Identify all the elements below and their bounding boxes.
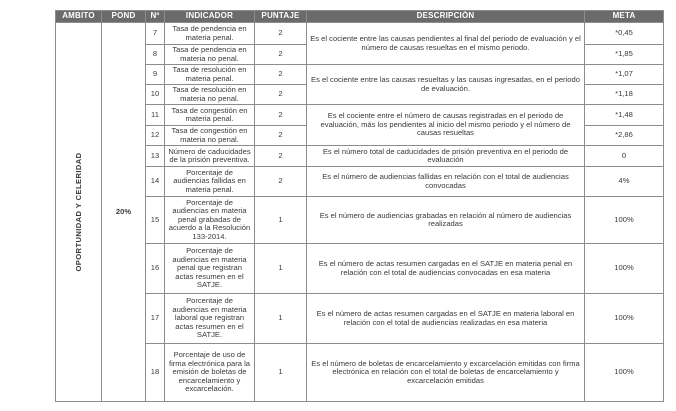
table-row [56,65,664,85]
row-number: 11 [146,105,165,126]
header-ambito: AMBITO [56,11,102,23]
header-row [56,11,664,23]
goal-cell: 100% [585,344,664,402]
score-cell: 2 [255,167,307,197]
score-cell: 1 [255,294,307,344]
pond-cell: 20% [102,23,146,402]
indicator-cell: Porcentaje de uso de firma electrónica para la emisión de boletas de encarcelamiento y excarcelación. [165,344,255,402]
table-row [56,244,664,294]
indicator-cell: Porcentaje de audiencias fallidas en materia penal. [165,167,255,197]
indicator-cell: Tasa de resolución en materia no penal. [165,85,255,105]
header-pond: POND [102,11,146,23]
indicator-cell: Tasa de pendencia en materia penal. [165,23,255,45]
goal-cell: *0,45 [585,23,664,45]
goal-cell: 100% [585,244,664,294]
score-cell: 2 [255,126,307,146]
indicator-cell: Porcentaje de audiencias en materia penal que registran actas resumen en el SATJE. [165,244,255,294]
score-cell: 2 [255,146,307,167]
score-cell: 2 [255,105,307,126]
indicator-cell: Tasa de pendencia en materia no penal. [165,45,255,65]
score-cell: 1 [255,244,307,294]
description-cell: Es el cociente entre el número de causas registradas en el periodo de evaluación, más los pendientes al inicio del mismo periodo y el número de causas resueltas [307,105,585,146]
goal-cell: 100% [585,294,664,344]
description-cell: Es el número de actas resumen cargadas en el SATJE en materia penal en relación con el total de audiencias convocadas en esa materia [307,244,585,294]
description-cell: Es el número total de caducidades de prisión preventiva en el periodo de evaluación [307,146,585,167]
indicators-table [55,10,664,402]
row-number: 9 [146,65,165,85]
table-row [56,344,664,402]
indicator-cell: Porcentaje de audiencias en materia laboral que registran actas resumen en el SATJE. [165,294,255,344]
row-number: 8 [146,45,165,65]
row-number: 16 [146,244,165,294]
table-row [56,197,664,244]
header-num: Nº [146,11,165,23]
goal-cell: *1,07 [585,65,664,85]
description-cell: Es el número de audiencias fallidas en relación con el total de audiencias convocadas [307,167,585,197]
goal-cell: 100% [585,197,664,244]
table-row [56,23,664,45]
header-descripcion: DESCRIPCIÓN [307,11,585,23]
indicator-cell: Tasa de congestión en materia no penal. [165,126,255,146]
goal-cell: *1,48 [585,105,664,126]
row-number: 14 [146,167,165,197]
header-meta: META [585,11,664,23]
goal-cell: *1,18 [585,85,664,105]
score-cell: 2 [255,85,307,105]
score-cell: 1 [255,344,307,402]
indicator-cell: Tasa de congestión en materia penal. [165,105,255,126]
table-row [56,105,664,126]
row-number: 18 [146,344,165,402]
description-cell: Es el número de actas resumen cargadas en el SATJE en materia laboral en relación con el total de audiencias realizadas en esa materia [307,294,585,344]
score-cell: 2 [255,65,307,85]
goal-cell: 0 [585,146,664,167]
row-number: 15 [146,197,165,244]
score-cell: 2 [255,45,307,65]
goal-cell: 4% [585,167,664,197]
description-cell: Es el número de audiencias grabadas en relación al número de audiencias realizadas [307,197,585,244]
score-cell: 2 [255,23,307,45]
row-number: 7 [146,23,165,45]
indicator-cell: Número de caducidades de la prisión preventiva. [165,146,255,167]
row-number: 12 [146,126,165,146]
table-row [56,294,664,344]
table-row [56,167,664,197]
table-row [56,146,664,167]
ambito-label: OPORTUNIDAD Y CELERIDAD [73,152,83,272]
score-cell: 1 [255,197,307,244]
description-cell: Es el número de boletas de encarcelamiento y excarcelación emitidas con firma electrónica en relación con el total de boletas de encarcelamiento y excarcelación emitidas [307,344,585,402]
header-puntaje: PUNTAJE [255,11,307,23]
indicator-cell: Porcentaje de audiencias en materia penal grabadas de acuerdo a la Resolución 133-2014. [165,197,255,244]
goal-cell: *2,86 [585,126,664,146]
description-cell: Es el cociente entre las causas pendientes al final del periodo de evaluación y el número de causas resueltas en el mismo periodo. [307,23,585,65]
description-cell: Es el cociente entre las causas resueltas y las causas ingresadas, en el periodo de evaluación. [307,65,585,105]
ambito-cell [56,23,102,402]
row-number: 10 [146,85,165,105]
goal-cell: *1,85 [585,45,664,65]
indicator-cell: Tasa de resolución en materia penal. [165,65,255,85]
row-number: 17 [146,294,165,344]
row-number: 13 [146,146,165,167]
header-indicador: INDICADOR [165,11,255,23]
